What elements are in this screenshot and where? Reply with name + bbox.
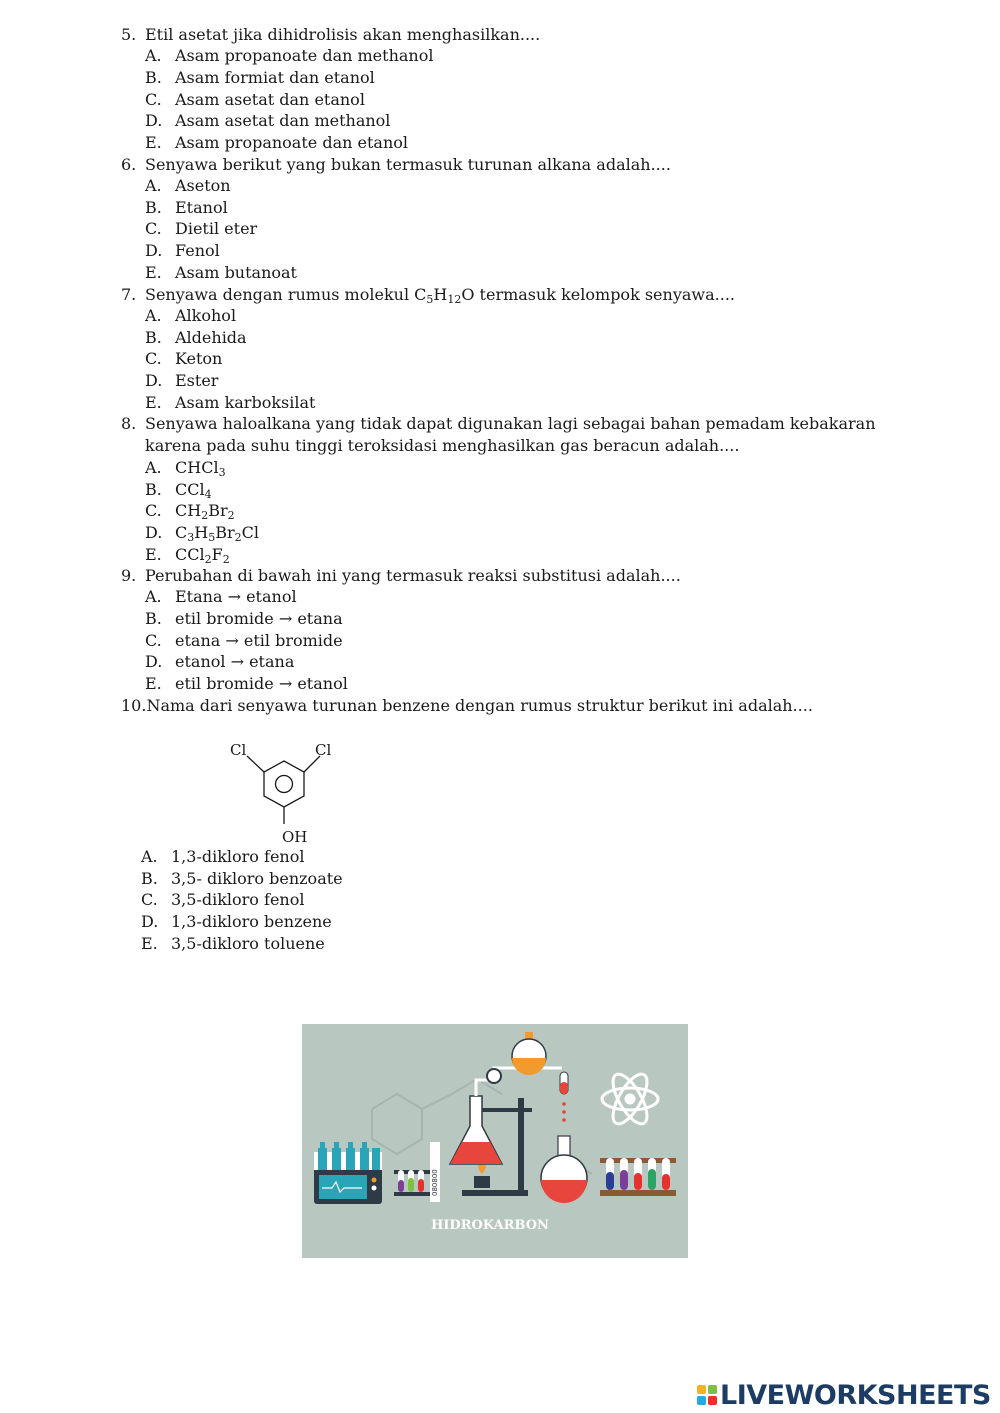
option-8a[interactable]: A. CHCl$_3$ [145,458,226,479]
option-6d[interactable]: D. Fenol [145,241,220,260]
option-9e[interactable]: E. etil bromide → etanol [145,674,348,693]
bond-left [247,756,264,772]
question-number: 5. [121,25,137,44]
question-text: Senyawa dengan rumus molekul $C_5H_{12}O$ termasuk kelompok senyawa.... [145,285,735,306]
substituent-cl-right: Cl [315,741,332,759]
question-text: Perubahan di bawah ini yang termasuk reaksi substitusi adalah.... [145,566,681,585]
question-7 [121,285,735,305]
option-10e[interactable]: E. 3,5-dikloro toluene [141,934,325,953]
question-6 [121,155,671,175]
option-7d[interactable]: D. Ester [145,371,219,390]
option-6c[interactable]: C. Dietil eter [145,219,258,238]
question-text: Senyawa haloalkana yang tidak dapat digunakan lagi sebagai bahan pemadam kebakaran [145,414,876,433]
stand-label: 080800 [431,1169,439,1196]
option-7c[interactable]: C. Keton [145,349,223,368]
option-8e[interactable]: E. $CCl_2F_2$ [145,545,230,566]
hydrocarbon-lab-illustration [302,1024,688,1258]
option-8c[interactable]: C. $CH_2Br_2$ [145,501,235,522]
logo-text: LIVEWORKSHEETS [720,1379,991,1411]
option-6e[interactable]: E. Asam butanoat [145,263,297,282]
option-5c[interactable]: C. Asam asetat dan etanol [145,90,365,109]
question-text: Senyawa berikut yang bukan termasuk turunan alkana adalah.... [145,155,671,174]
question-5 [121,25,540,45]
substituent-oh: OH [282,828,308,846]
question-8 [121,414,876,434]
option-9a[interactable]: A. Etana → etanol [145,587,297,606]
question-number: 9. [121,566,137,585]
question-text: Nama dari senyawa turunan benzene dengan rumus struktur berikut ini adalah.... [146,696,813,715]
option-10a[interactable]: A. 1,3-dikloro fenol [141,847,305,866]
question-8-continued: karena pada suhu tinggi teroksidasi menghasilkan gas beracun adalah.... [145,436,740,455]
pressure-gauge [487,1069,501,1083]
option-10d[interactable]: D. 1,3-dikloro benzene [141,912,332,931]
monitor-device [314,1170,382,1204]
option-9b[interactable]: B. etil bromide → etana [145,609,343,628]
option-10c[interactable]: C. 3,5-dikloro fenol [141,890,305,909]
liveworksheets-logo[interactable] [697,1380,991,1410]
option-10b[interactable]: B. 3,5- dikloro benzoate [141,869,343,888]
benzene-ring [264,761,304,807]
option-5b[interactable]: B. Asam formiat dan etanol [145,68,375,87]
illustration-caption: HIDROKARBON [431,1218,549,1233]
test-tube-rack-right [600,1158,676,1196]
question-number: 10. [121,696,147,715]
option-5e[interactable]: E. Asam propanoate dan etanol [145,133,408,152]
question-10 [121,696,813,716]
question-text: Etil asetat jika dihidrolisis akan menghasilkan.... [145,25,541,44]
option-7b[interactable]: B. Aldehida [145,328,247,347]
question-number: 6. [121,155,137,174]
option-5a[interactable]: A. Asam propanoate dan methanol [145,46,434,65]
option-8d[interactable]: D. $C_3H_5Br_2Cl$ [145,523,259,544]
option-6a[interactable]: A. Aseton [145,176,231,195]
option-9d[interactable]: D. etanol → etana [145,652,295,671]
aromatic-circle [276,776,293,793]
substituent-cl-left: Cl [230,741,247,759]
question-number: 7. [121,285,137,304]
option-7a[interactable]: A. Alkohol [145,306,237,325]
option-8b[interactable]: B. CCl$_4$ [145,480,212,501]
option-6b[interactable]: B. Etanol [145,198,228,217]
question-number: 8. [121,414,137,433]
option-5d[interactable]: D. Asam asetat dan methanol [145,111,391,130]
question-9 [121,566,681,586]
dichlorophenol-structure [222,736,342,848]
option-7e[interactable]: E. Asam karboksilat [145,393,316,412]
option-9c[interactable]: C. etana → etil bromide [145,631,343,650]
logo-tiles-icon [697,1385,717,1405]
